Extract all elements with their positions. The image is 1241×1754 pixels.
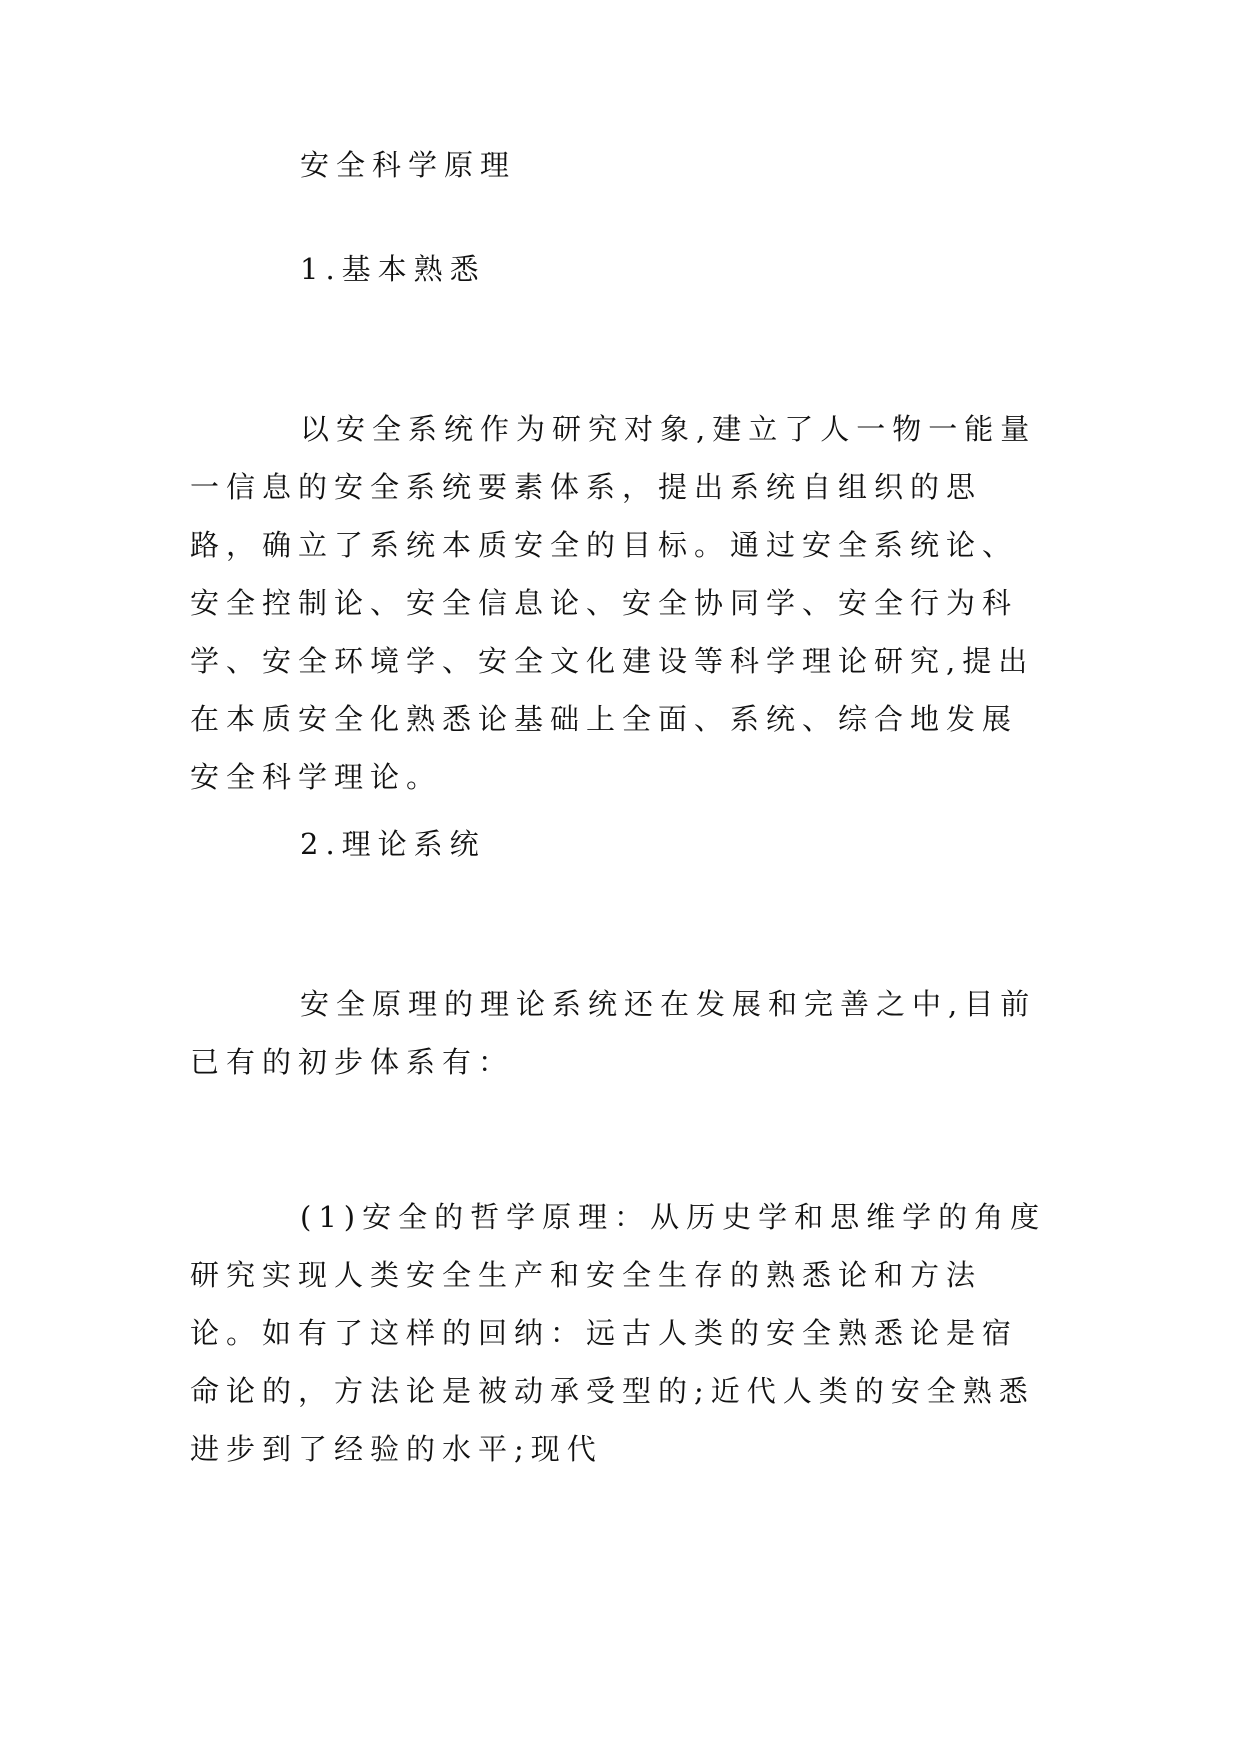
section-paragraph-theory: 安全原理的理论系统还在发展和完善之中,目前已有的初步体系有： [190, 987, 1037, 1079]
section-heading-theory: 2.理论系统 [300, 827, 486, 861]
document-title: 安全科学原理 [300, 148, 517, 182]
section-heading-basic: 1.基本熟悉 [300, 252, 486, 286]
list-item-philosophy: (1)安全的哲学原理：从历史学和思维学的角度研究实现人类安全生产和安全生存的熟悉论和方法论。如有了这样的回纳：远古人类的安全熟悉论是宿命论的，方法论是被动承受型的;近代人类的安全熟悉进步到了经验的水平;现代 [190, 1200, 1047, 1466]
section-paragraph-basic: 以安全系统作为研究对象,建立了人一物一能量一信息的安全系统要素体系，提出系统自组织的思路，确立了系统本质安全的目标。通过安全系统论、安全控制论、安全信息论、安全协同学、安全行为科学、安全环境学、安全文化建设等科学理论研究,提出在本质安全化熟悉论基础上全面、系统、综合地发展安全科学理论。 [190, 412, 1037, 794]
